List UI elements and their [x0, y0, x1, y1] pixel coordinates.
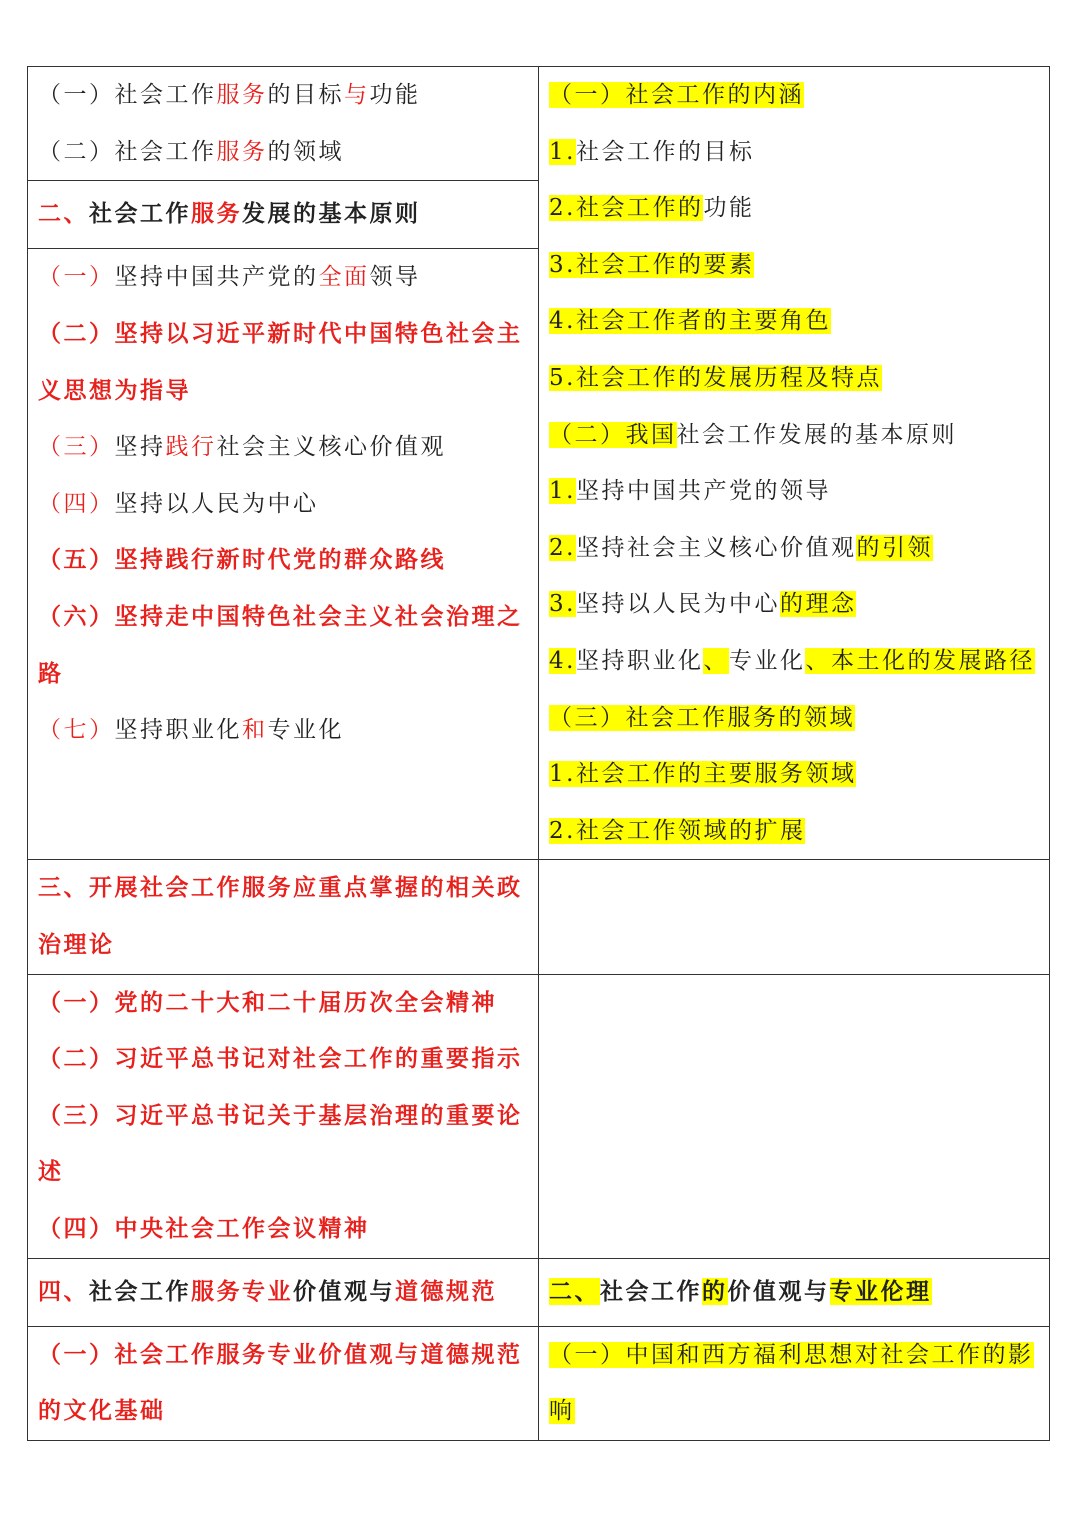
- left-cell-line: [28, 306, 538, 363]
- text-segment: 、本土化的发展路径: [805, 647, 1035, 674]
- text-segment: （一）党的二十大和二十届历次全会精神: [38, 988, 497, 1016]
- text-segment: （二）习近平总书记对社会工作的重要指示: [38, 1045, 523, 1073]
- right-cell-line: [539, 520, 1049, 577]
- right-cell-line: [539, 407, 1049, 464]
- comparison-table: [27, 66, 1050, 1441]
- text-segment: 价值观与: [727, 1277, 830, 1305]
- left-cell-line: [28, 363, 538, 420]
- right-cell-line: [539, 1259, 1049, 1325]
- left-cell-line: [28, 702, 538, 759]
- text-segment: 、: [703, 647, 729, 674]
- text-segment: 发展的基本原则: [242, 200, 421, 228]
- text-segment: 述: [38, 1158, 64, 1186]
- text-segment: 治理论: [38, 930, 115, 958]
- right-cell-line: [539, 124, 1049, 181]
- text-segment: 四、: [38, 1277, 89, 1305]
- text-segment: 二、: [38, 200, 89, 228]
- left-cell-line: [28, 1383, 538, 1440]
- text-segment: 2.: [549, 534, 576, 561]
- text-segment: 路: [38, 659, 64, 687]
- left-cell-line: [28, 975, 538, 1032]
- text-segment: 与: [344, 82, 370, 108]
- text-segment: 坚持职业化: [114, 717, 242, 744]
- text-segment: 专业化: [728, 647, 806, 674]
- text-segment: （三）社会工作服务的领域: [549, 704, 855, 731]
- table-row: [28, 974, 1050, 1258]
- right-cell-line: [539, 293, 1049, 350]
- text-segment: 5.社会工作的发展历程及特点: [549, 364, 882, 391]
- text-segment: （一）社会工作服务专业价值观与道德规范: [38, 1340, 523, 1368]
- right-cell-line: [539, 180, 1049, 237]
- text-segment: 响: [549, 1398, 575, 1425]
- text-segment: 服务: [216, 138, 268, 165]
- text-segment: 功能: [369, 82, 421, 108]
- text-segment: 2.社会工作的: [549, 195, 704, 222]
- right-cell-line: [539, 67, 1049, 124]
- text-segment: （一）: [38, 264, 115, 291]
- text-segment: （一）社会工作: [38, 82, 217, 108]
- text-segment: （一）社会工作的内涵: [549, 82, 804, 108]
- document-page: [27, 66, 1047, 1441]
- left-cell-line: [28, 589, 538, 646]
- left-cell-line: [28, 249, 538, 306]
- left-cell-line: [28, 1031, 538, 1088]
- text-segment: 2.社会工作领域的扩展: [549, 817, 806, 844]
- text-segment: （七）: [38, 717, 115, 744]
- right-cell: [539, 1258, 1050, 1326]
- text-segment: 的文化基础: [38, 1397, 166, 1425]
- left-cell-line: [28, 759, 538, 816]
- text-segment: 专业化: [267, 717, 344, 744]
- text-segment: 4.社会工作者的主要角色: [549, 308, 831, 335]
- right-cell-line: [539, 1327, 1049, 1384]
- text-segment: 1.社会工作的主要服务领域: [549, 761, 857, 788]
- text-segment: 的领域: [267, 138, 344, 165]
- text-segment: 服务专业: [191, 1277, 293, 1305]
- left-cell: [28, 860, 539, 974]
- text-segment: 的: [702, 1277, 728, 1305]
- text-segment: 社会工作的目标: [575, 138, 755, 165]
- right-cell: [539, 974, 1050, 1258]
- text-segment: 社会工作发展的基本原则: [676, 421, 957, 448]
- table-row: [28, 1258, 1050, 1326]
- table-row: [28, 860, 1050, 974]
- left-cell-line: [28, 67, 538, 124]
- left-cell: [28, 249, 539, 860]
- left-cell-line: [28, 1201, 538, 1258]
- text-segment: 1.: [549, 138, 576, 165]
- text-segment: 价值观与: [293, 1277, 395, 1305]
- text-segment: 功能: [703, 195, 755, 222]
- left-cell-line: [28, 646, 538, 703]
- text-segment: （二）社会工作: [38, 138, 217, 165]
- text-segment: （六）坚持走中国特色社会主义社会治理之: [38, 603, 523, 630]
- text-segment: 服务: [216, 82, 268, 108]
- text-segment: 坚持以人民为中心: [575, 591, 780, 618]
- right-cell-line: [539, 633, 1049, 690]
- text-segment: 4.: [549, 647, 576, 674]
- right-cell: [539, 67, 1050, 860]
- text-segment: 专业伦理: [829, 1277, 932, 1305]
- text-segment: 坚持社会主义核心价值观: [575, 534, 857, 561]
- text-segment: （二）我国: [549, 421, 677, 448]
- text-segment: 3.: [549, 591, 576, 618]
- left-cell-line: [28, 419, 538, 476]
- text-segment: 3.社会工作的要素: [549, 251, 755, 278]
- text-segment: 义思想为指导: [38, 376, 191, 404]
- text-segment: 1.: [549, 478, 576, 505]
- text-segment: 服务: [191, 200, 242, 228]
- right-cell-line: [539, 350, 1049, 407]
- text-segment: （五）坚持践行新时代党的群众路线: [38, 546, 446, 574]
- left-cell-line: [28, 1088, 538, 1145]
- text-segment: 社会工作: [600, 1277, 702, 1305]
- text-segment: （三）习近平总书记关于基层治理的重要论: [38, 1101, 523, 1129]
- text-segment: （二）坚持以习近平新时代中国特色社会主: [38, 320, 523, 348]
- left-cell: [28, 67, 539, 181]
- text-segment: 坚持中国共产党的: [114, 264, 319, 291]
- right-cell-line: [539, 746, 1049, 803]
- text-segment: 践行: [165, 434, 217, 461]
- left-cell-line: [28, 1144, 538, 1201]
- table-row: [28, 1326, 1050, 1440]
- text-segment: 社会工作: [89, 1277, 191, 1305]
- right-cell-line: [539, 1383, 1049, 1440]
- left-cell: [28, 1258, 539, 1326]
- text-segment: 全面: [318, 264, 370, 291]
- text-segment: 坚持: [114, 434, 166, 461]
- text-segment: 坚持职业化: [575, 647, 704, 674]
- left-cell-line: [28, 1327, 538, 1384]
- text-segment: 和: [242, 717, 268, 744]
- left-cell-line: [28, 532, 538, 589]
- table-row: [28, 67, 1050, 181]
- text-segment: （四）中央社会工作会议精神: [38, 1214, 370, 1242]
- right-cell-line: [539, 690, 1049, 747]
- right-cell: [539, 1326, 1050, 1440]
- text-segment: 社会主义核心价值观: [216, 434, 446, 461]
- left-cell-line: [28, 476, 538, 533]
- text-segment: 二、: [549, 1277, 600, 1305]
- text-segment: 三、开展社会工作服务应重点掌握的相关政: [38, 874, 523, 902]
- text-segment: 社会工作: [89, 200, 191, 228]
- left-cell-line: [28, 860, 538, 917]
- text-segment: 领导: [369, 264, 421, 291]
- right-cell-line: [539, 576, 1049, 633]
- left-cell: [28, 974, 539, 1258]
- text-segment: （一）中国和西方福利思想对社会工作的影: [549, 1341, 1034, 1368]
- text-segment: （三）: [38, 434, 115, 461]
- left-cell-line: [28, 1259, 538, 1325]
- text-segment: 的引领: [856, 534, 933, 561]
- right-cell-line: [539, 803, 1049, 860]
- text-segment: 坚持中国共产党的领导: [575, 478, 831, 505]
- right-cell: [539, 860, 1050, 974]
- text-segment: 坚持以人民为中心: [114, 490, 319, 517]
- left-cell-line: [28, 917, 538, 974]
- left-cell: [28, 1326, 539, 1440]
- right-cell-line: [539, 463, 1049, 520]
- left-cell-line: [28, 124, 538, 181]
- text-segment: 的目标: [267, 82, 344, 108]
- left-cell-line: [28, 181, 538, 247]
- text-segment: 的理念: [779, 591, 857, 618]
- right-cell-line: [539, 237, 1049, 294]
- text-segment: 道德规范: [395, 1277, 497, 1305]
- text-segment: （四）: [38, 490, 115, 517]
- left-cell: [28, 181, 539, 249]
